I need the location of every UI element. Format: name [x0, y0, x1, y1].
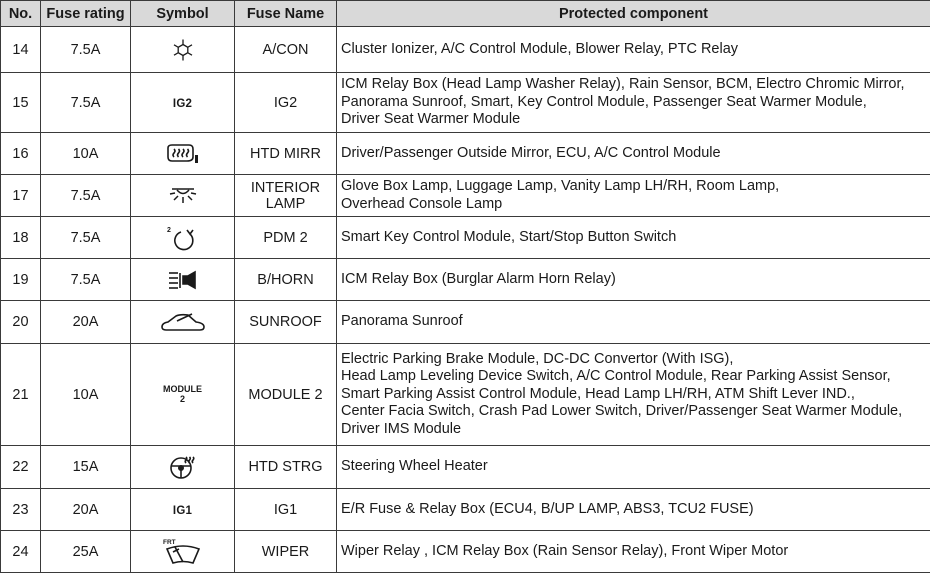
- table-row: [1, 175, 930, 217]
- symbol-cell: [131, 344, 235, 446]
- fuse-no: 18: [1, 217, 41, 259]
- component-line: Driver Seat Warmer Module: [341, 111, 521, 128]
- protected-component: [337, 446, 930, 489]
- fuse-name-line: B/HORN: [257, 271, 314, 288]
- table-row: [1, 531, 930, 573]
- fuse-name: [235, 27, 337, 73]
- protected-component: [337, 301, 930, 344]
- symbol-cell: [131, 133, 235, 175]
- protected-component: [337, 175, 930, 217]
- fuse-no: 21: [1, 344, 41, 446]
- protected-component: [337, 217, 930, 259]
- fuse-rating: 7.5A: [41, 217, 131, 259]
- fuse-name: [235, 489, 337, 531]
- symbol-label: IG1: [172, 504, 193, 517]
- component-line: Cluster Ionizer, A/C Control Module, Blower Relay, PTC Relay: [341, 40, 739, 57]
- fuse-no: 16: [1, 133, 41, 175]
- component-line: Electric Parking Brake Module, DC-DC Convertor (With ISG),: [341, 350, 734, 367]
- fuse-name-line: WIPER: [261, 543, 310, 560]
- component-line: Center Facia Switch, Crash Pad Lower Switch, Driver/Passenger Seat Warmer Module,: [341, 403, 903, 420]
- fuse-rating: 7.5A: [41, 27, 131, 73]
- header-fuse-rating: Fuse rating: [41, 1, 131, 27]
- fuse-name-line: A/CON: [262, 41, 309, 58]
- fuse-rating: 15A: [41, 446, 131, 489]
- symbol-label-line: 2: [179, 393, 185, 404]
- symbol-cell: [131, 259, 235, 301]
- component-line: Smart Parking Assist Control Module, Head Lamp LH/RH, ATM Shift Lever IND.,: [341, 385, 855, 402]
- component-line: Panorama Sunroof, Smart, Key Control Module, Passenger Seat Warmer Module,: [341, 93, 867, 110]
- symbol-label: [163, 384, 202, 404]
- fuse-rating: 10A: [41, 344, 131, 446]
- fuse-name: [235, 217, 337, 259]
- interior-lamp-icon: [168, 186, 198, 206]
- protected-component: [337, 489, 930, 531]
- component-line: ICM Relay Box (Head Lamp Washer Relay), Rain Sensor, BCM, Electro Chromic Mirror,: [341, 76, 905, 93]
- component-line: Wiper Relay , ICM Relay Box (Rain Sensor Relay), Front Wiper Motor: [341, 542, 789, 559]
- horn-icon: [167, 269, 199, 291]
- symbol-label: IG2: [172, 97, 193, 110]
- fuse-rating: 10A: [41, 133, 131, 175]
- fuse-name-line: SUNROOF: [249, 314, 322, 330]
- symbol-cell: [131, 446, 235, 489]
- front-wiper-icon: [159, 537, 207, 567]
- sunroof-car-icon: [160, 311, 206, 333]
- component-line: Driver/Passenger Outside Mirror, ECU, A/C Control Module: [341, 144, 721, 161]
- power-dial-icon: [163, 224, 203, 252]
- header-no: No.: [1, 1, 41, 27]
- fuse-name-line: LAMP: [265, 195, 306, 212]
- component-line: ICM Relay Box (Burglar Alarm Horn Relay): [341, 270, 616, 287]
- fuse-name-line: INTERIOR: [250, 179, 321, 196]
- fuse-rating: 20A: [41, 301, 131, 344]
- fuse-no: 17: [1, 175, 41, 217]
- table-row: [1, 133, 930, 175]
- component-line: Head Lamp Leveling Device Switch, A/C Control Module, Rear Parking Assist Sensor,: [341, 368, 891, 385]
- fuse-rating: 20A: [41, 489, 131, 531]
- fuse-no: 20: [1, 301, 41, 344]
- symbol-cell: [131, 489, 235, 531]
- snowflake-icon: [171, 38, 195, 62]
- table-row: [1, 259, 930, 301]
- symbol-cell: [131, 301, 235, 344]
- fuse-name-line: HTD STRG: [248, 459, 323, 475]
- fuse-name: [235, 531, 337, 573]
- component-line: E/R Fuse & Relay Box (ECU4, B/UP LAMP, ABS3, TCU2 FUSE): [341, 500, 754, 517]
- fuse-no: 24: [1, 531, 41, 573]
- fuse-name: [235, 133, 337, 175]
- fuse-name: [235, 73, 337, 133]
- fuse-name: [235, 259, 337, 301]
- table-row: [1, 489, 930, 531]
- fuse-name: [235, 175, 337, 217]
- symbol-cell: [131, 531, 235, 573]
- component-line: Driver IMS Module: [341, 420, 462, 437]
- fuse-name: [235, 301, 337, 344]
- table-row: [1, 217, 930, 259]
- fuse-name-line: PDM 2: [263, 229, 308, 246]
- header-fuse-name: Fuse Name: [235, 1, 337, 27]
- protected-component: [337, 344, 930, 446]
- table-row: [1, 446, 930, 489]
- fuse-rating: 7.5A: [41, 259, 131, 301]
- component-line: Smart Key Control Module, Start/Stop Button Switch: [341, 228, 677, 245]
- table-row: [1, 27, 930, 73]
- front-wiper-superscript: FRT: [162, 538, 176, 546]
- fuse-no: 14: [1, 27, 41, 73]
- protected-component: [337, 133, 930, 175]
- fuse-rating: 25A: [41, 531, 131, 573]
- fuse-no: 15: [1, 73, 41, 133]
- heated-steering-icon: [169, 454, 197, 480]
- fuse-name: [235, 344, 337, 446]
- protected-component: [337, 531, 930, 573]
- protected-component: [337, 259, 930, 301]
- fuse-no: 19: [1, 259, 41, 301]
- component-line: Panorama Sunroof: [341, 313, 463, 330]
- symbol-label-line: MODULE: [163, 383, 202, 394]
- symbol-cell: [131, 27, 235, 73]
- component-line: Glove Box Lamp, Luggage Lamp, Vanity Lamp LH/RH, Room Lamp,: [341, 178, 780, 194]
- component-line: Overhead Console Lamp: [341, 195, 503, 212]
- fuse-name-line: HTD MIRR: [250, 145, 321, 162]
- fuse-name: [235, 446, 337, 489]
- fuse-name-line: IG2: [273, 94, 298, 111]
- table-row: [1, 73, 930, 133]
- protected-component: [337, 73, 930, 133]
- table-row: [1, 301, 930, 344]
- fuse-no: 23: [1, 489, 41, 531]
- component-line: Steering Wheel Heater: [341, 458, 488, 475]
- fuse-rating: 7.5A: [41, 175, 131, 217]
- symbol-cell: [131, 73, 235, 133]
- fuse-rating: 7.5A: [41, 73, 131, 133]
- fuse-no: 22: [1, 446, 41, 489]
- heated-mirror-icon: [165, 143, 201, 165]
- header-protected-component: Protected component: [337, 1, 930, 27]
- fuse-name-line: MODULE 2: [248, 386, 323, 403]
- header-row: [1, 1, 930, 27]
- header-symbol: Symbol: [131, 1, 235, 27]
- symbol-cell: [131, 217, 235, 259]
- fuse-name-line: IG1: [273, 501, 298, 518]
- table-row: [1, 344, 930, 446]
- power-dial-superscript: 2: [166, 226, 171, 234]
- protected-component: [337, 27, 930, 73]
- symbol-cell: [131, 175, 235, 217]
